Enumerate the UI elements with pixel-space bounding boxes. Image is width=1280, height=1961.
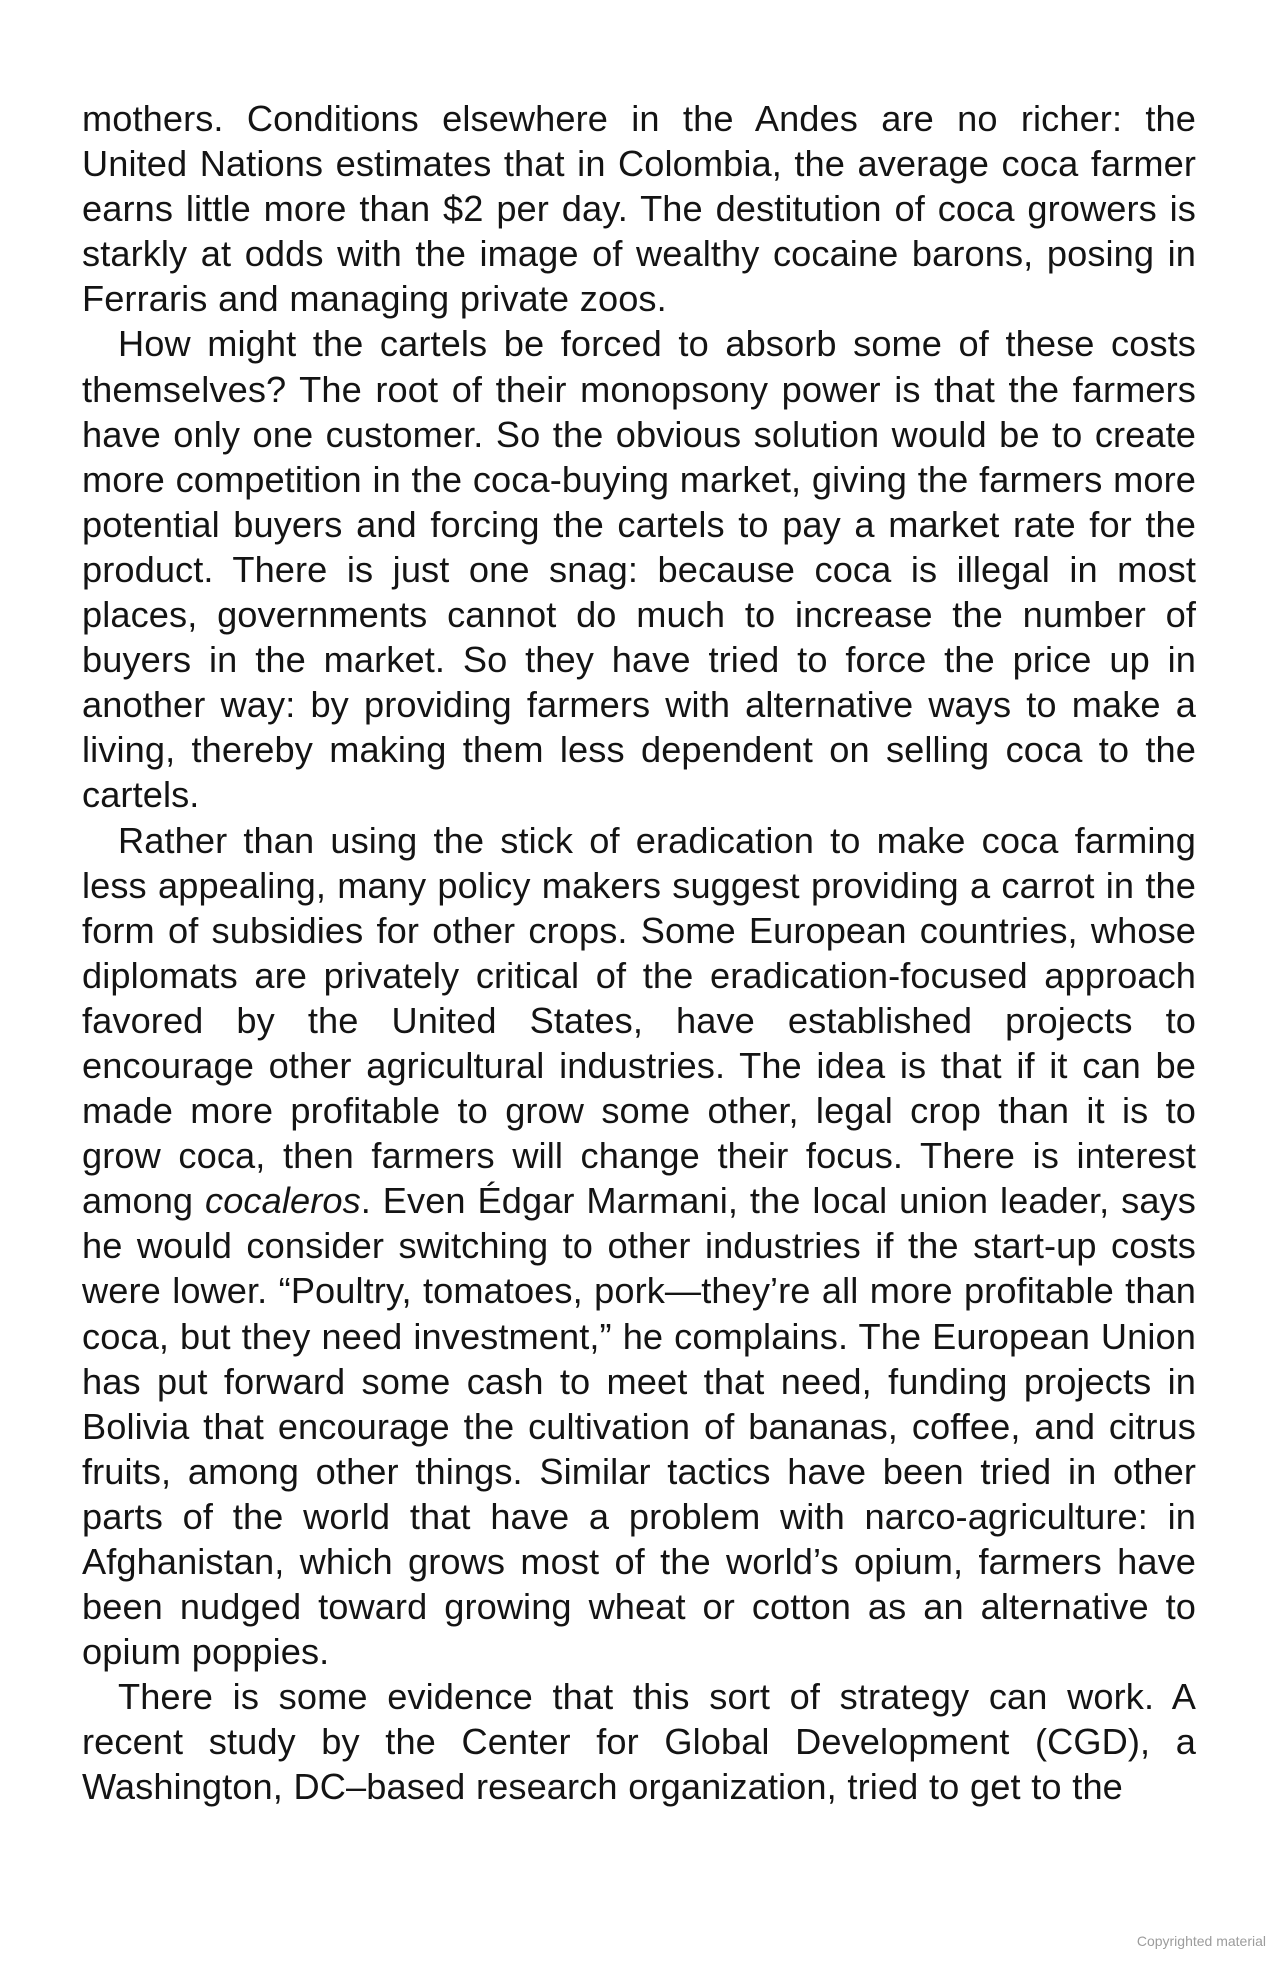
copyright-watermark: Copyrighted material [1136, 1933, 1266, 1949]
page-body [82, 96, 1196, 1810]
italic-term-cocaleros: cocaleros [205, 1180, 361, 1222]
paragraph-3-part-2: . Even Édgar Marmani, the local union leader, says he would consider switching to other industries if the start-up costs were lower. “Poultry, tomatoes, pork—they’re all more profitable than coca, but they need investment,” he complains. The European Union has put forward some cash to meet that need, funding projects in Bolivia that encourage the cultivation of bananas, coffee, and citrus fruits, among other things. Similar tactics have been tried in other parts of the world that have a problem with narco-agriculture: in Afghanistan, which grows most of the world’s opium, farmers have been nudged toward growing wheat or cotton as an alternative to opium poppies. [82, 1180, 1196, 1673]
paragraph-2: How might the cartels be forced to absorb some of these costs themselves? The root of their monopsony power is that the farmers have only one customer. So the obvious solution would be to create more competition in the coca-buying market, giving the farmers more potential buyers and forcing the cartels to pay a market rate for the product. There is just one snag: because coca is illegal in most places, governments cannot do much to increase the number of buyers in the market. So they have tried to force the price up in another way: by providing farmers with alternative ways to make a living, thereby making them less dependent on selling coca to the cartels. [82, 323, 1196, 816]
paragraph-1: mothers. Conditions elsewhere in the Andes are no richer: the United Nations estimates that in Colombia, the average coca farmer earns little more than $2 per day. The destitution of coca growers is starkly at odds with the image of wealthy cocaine barons, posing in Ferraris and managing private zoos. [82, 98, 1196, 320]
paragraph-3-part-1: Rather than using the stick of eradication to make coca farming less appealing, many policy makers suggest providing a carrot in the form of subsidies for other crops. Some European countries, whose diplomats are privately critical of the eradication-focused approach favored by the United States, have established projects to encourage other agricultural industries. The idea is that if it can be made more profitable to grow some other, legal crop than it is to grow coca, then farmers will change their focus. There is interest among [82, 819, 1196, 1222]
paragraph-3 [82, 818, 1196, 1675]
paragraph-4: There is some evidence that this sort of strategy can work. A recent study by the Center for Global Development (CGD), a Washington, DC–based research organization, tried to get to the [82, 1676, 1196, 1808]
